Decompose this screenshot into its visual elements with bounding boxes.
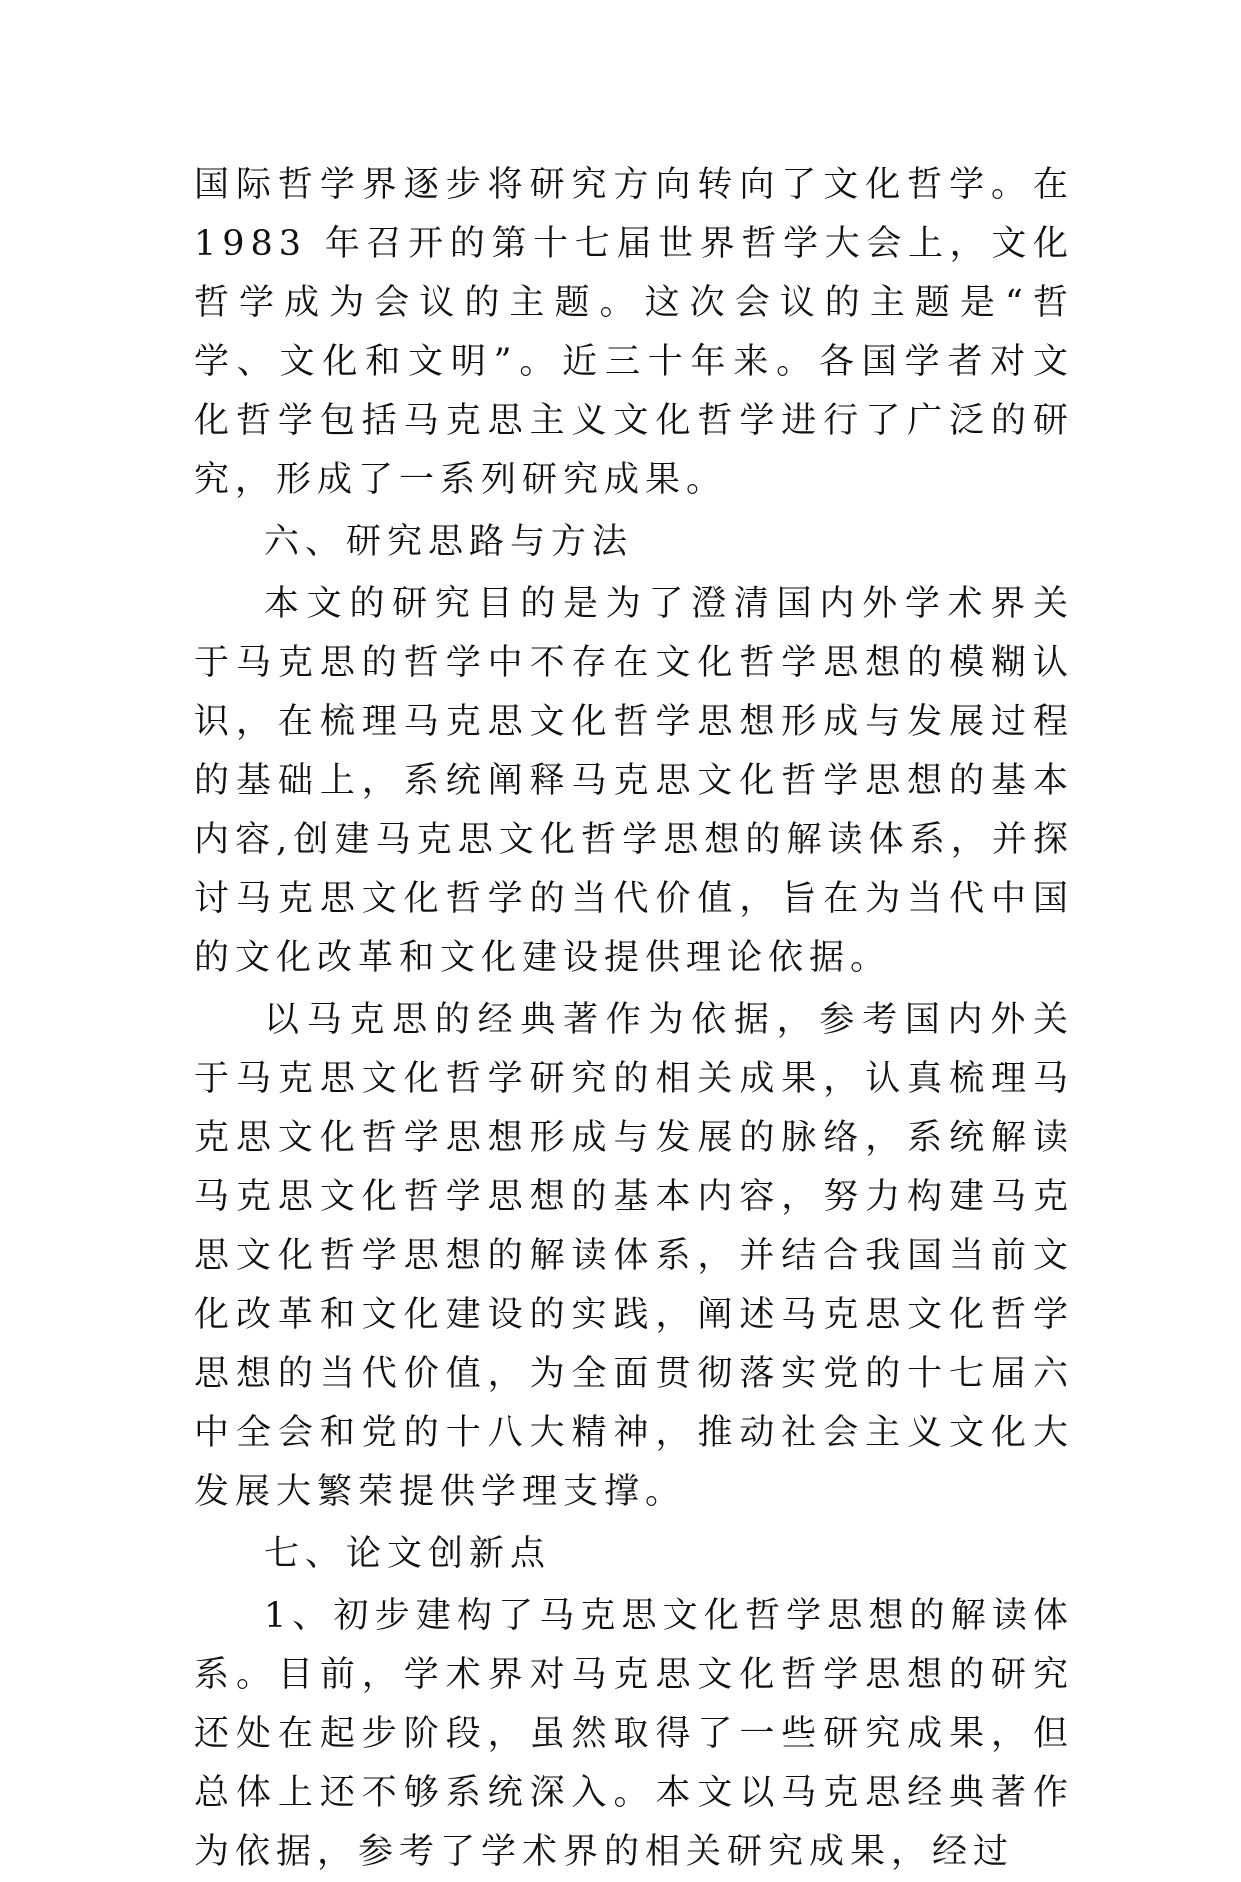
paragraph-international-philosophy: 国际哲学界逐步将研究方向转向了文化哲学。在 1983 年召开的第十七届世界哲学大会上，文化哲学成为会议的主题。这次会议的主题是“哲学、文化和文明”。近三十年来。各国学者对文化哲学包括马克思主义文化哲学进行了广泛的研究，形成了一系列研究成果。 <box>194 165 1074 500</box>
section-heading-research-approach: 六、研究思路与方法 <box>264 522 634 562</box>
paragraph-innovation-one: 1、初步建构了马克思文化哲学思想的解读体系。目前，学术界对马克思文化哲学思想的研究还处在起步阶段，虽然取得了一些研究成果，但总体上还不够系统深入。本文以马克思经典著作为依据，参考了学术界的相关研究成果，经过 <box>194 1596 1074 1872</box>
section-heading-innovation-points: 七、论文创新点 <box>264 1534 552 1574</box>
document-body <box>194 156 1074 1882</box>
paragraph-research-method: 以马克思的经典著作为依据，参考国内外关于马克思文化哲学研究的相关成果，认真梳理马克思文化哲学思想形成与发展的脉络，系统解读马克思文化哲学思想的基本内容，努力构建马克思文化哲学思想的解读体系，并结合我国当前文化改革和文化建设的实践，阐述马克思文化哲学思想的当代价值，为全面贯彻落实党的十七届六中全会和党的十八大精神，推动社会主义文化大发展大繁荣提供学理支撑。 <box>194 1000 1074 1512</box>
paragraph-research-purpose: 本文的研究目的是为了澄清国内外学术界关于马克思的哲学中不存在文化哲学思想的模糊认识，在梳理马克思文化哲学思想形成与发展过程的基础上，系统阐释马克思文化哲学思想的基本内容,创建马克思文化哲学思想的解读体系，并探讨马克思文化哲学的当代价值，旨在为当代中国的文化改革和文化建设提供理论依据。 <box>194 584 1074 978</box>
